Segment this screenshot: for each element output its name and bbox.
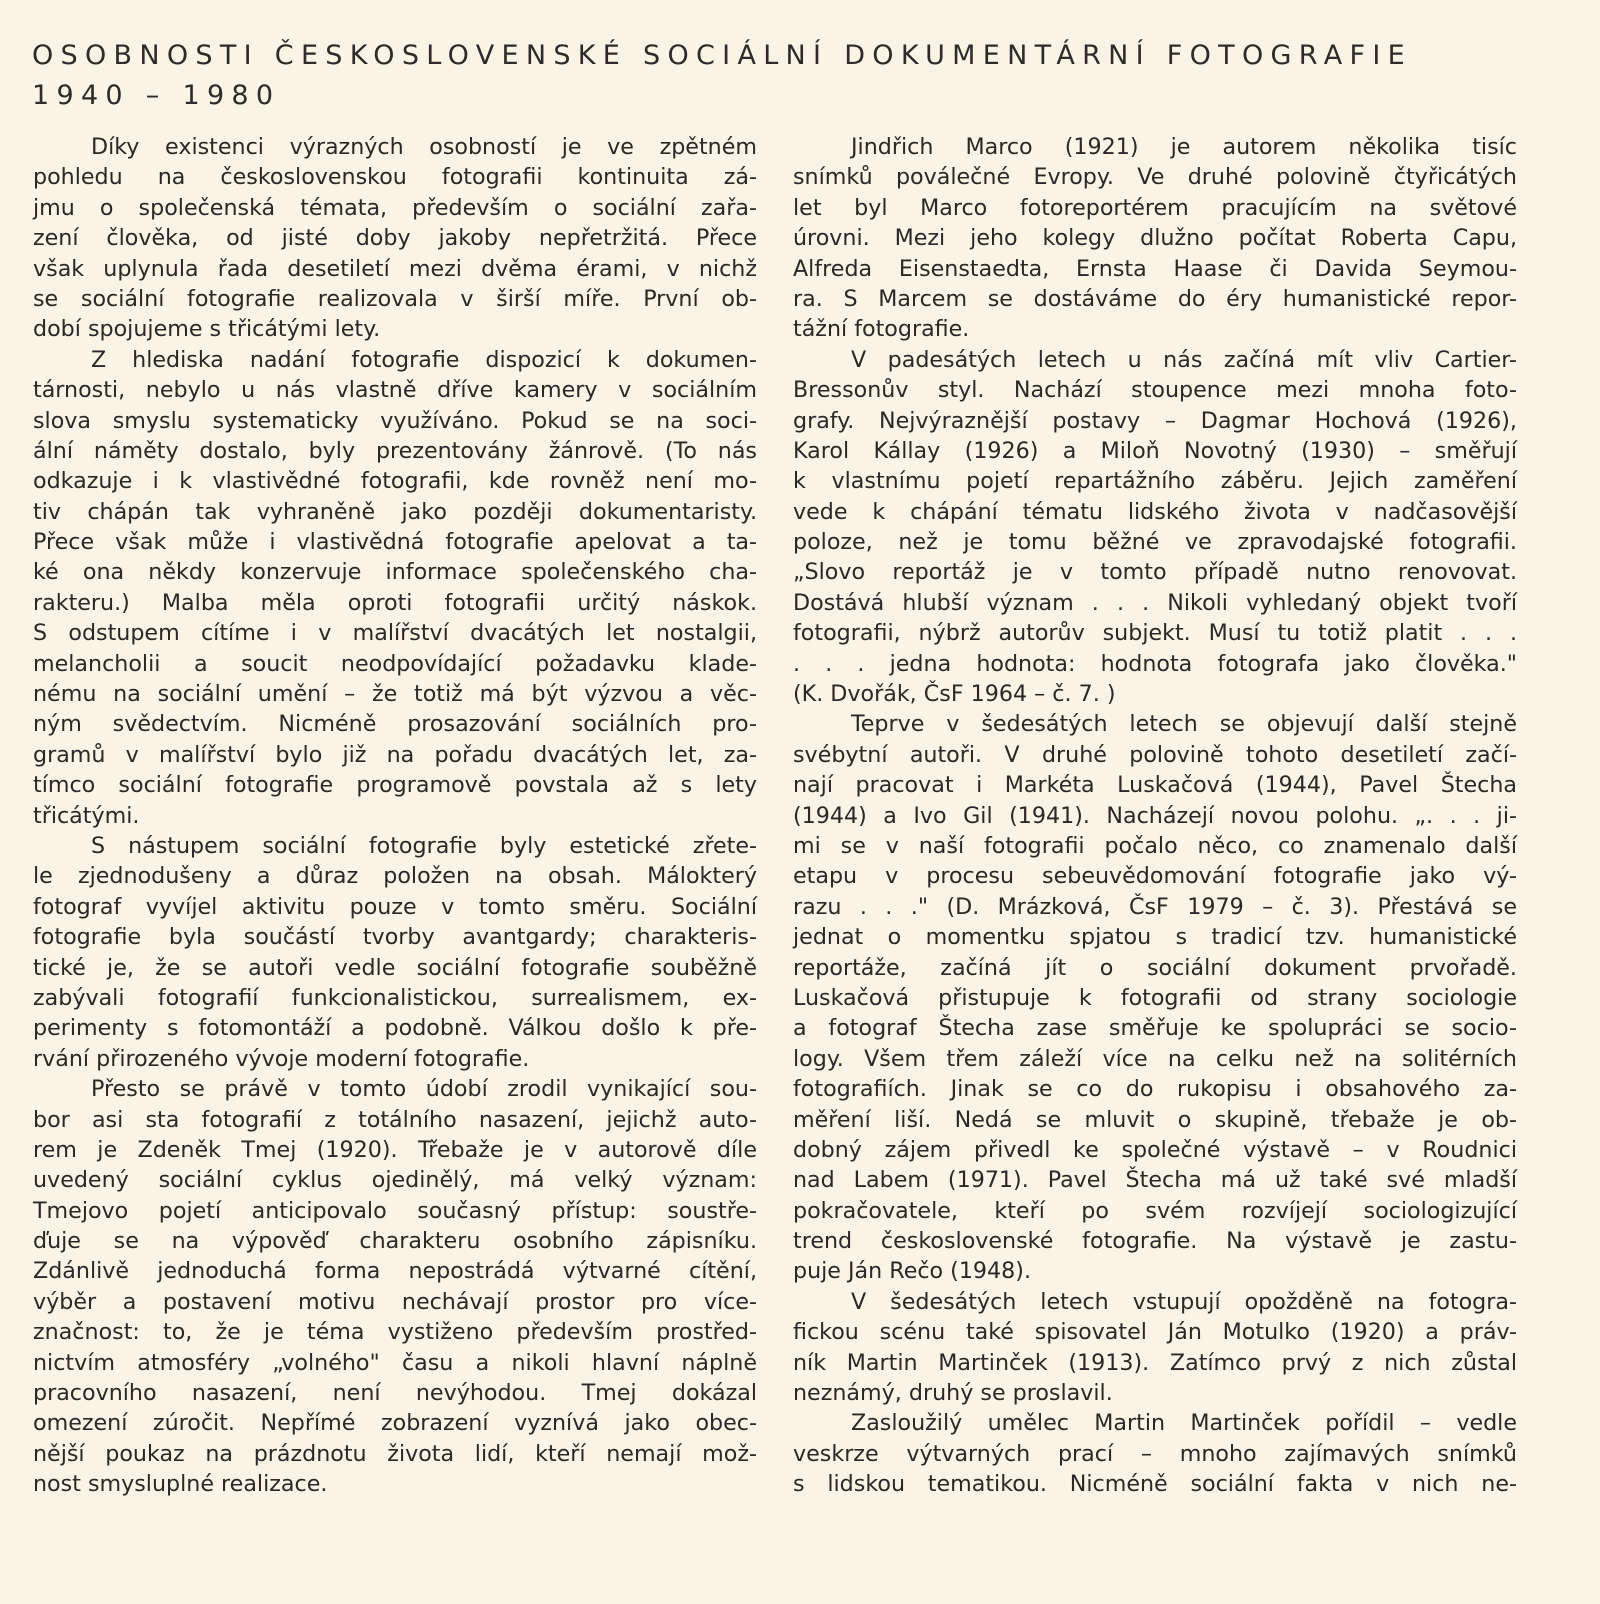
text-line: fotografie byla součástí tvorby avantgardy; charakteris- — [33, 924, 757, 951]
text-line: veskrze výtvarných prací – mnoho zajímavých snímků — [793, 1440, 1517, 1467]
text-line: tiv chápán tak vyhraněně jako později dokumentaristy. — [33, 498, 757, 525]
text-line: třicátými. — [33, 802, 140, 829]
text-line: značnost: to, že je téma vystiženo především prostřed- — [33, 1319, 757, 1346]
title-years: 1940 – 1980 — [32, 80, 281, 111]
text-line: grafy. Nejvýraznější postavy – Dagmar Hochová (1926), — [793, 407, 1517, 434]
text-line: V šedesátých letech vstupují opožděně na fotogra- — [851, 1288, 1517, 1315]
paragraph — [793, 1408, 1517, 1499]
text-line: bor asi sta fotografií z totálního nasazení, jejichž auto- — [33, 1106, 757, 1133]
left-column — [33, 132, 757, 1500]
text-line: vede k chápání tématu lidského života v nadčasovější — [793, 498, 1517, 525]
text-line: tážní fotografie. — [793, 316, 970, 343]
text-line: a fotograf Štecha zase směřuje ke spolupráci se socio- — [793, 1015, 1517, 1042]
text-line: le zjednodušeny a důraz položen na obsah. Málokterý — [33, 863, 757, 890]
text-line: Přece však může i vlastivědná fotografie apelovat a ta- — [33, 529, 757, 556]
text-line: rakteru.) Malba měla oproti fotografii určitý náskok. — [33, 589, 757, 616]
text-line: jednat o momentku spjatou s tradicí tzv. humanistické — [793, 924, 1517, 951]
text-line: dobí spojujeme s třicátými lety. — [33, 316, 381, 343]
text-line: Alfreda Eisenstaedta, Ernsta Haase či Davida Seymou- — [793, 255, 1517, 282]
text-line: ké ona někdy konzervuje informace společenského cha- — [33, 559, 757, 586]
text-line: Teprve v šedesátých letech se objevují další stejně — [851, 711, 1517, 738]
text-line: rvání přirozeného vývoje moderní fotografie. — [33, 1045, 530, 1072]
text-line: jmu o společenská témata, především o sociální zařa- — [33, 194, 757, 221]
text-line: reportáže, začíná jít o sociální dokument prvořadě. — [793, 954, 1517, 981]
text-line: Dostává hlubší význam . . . Nikoli vyhledaný objekt tvoří — [793, 589, 1517, 616]
paragraph — [793, 709, 1517, 1286]
text-line: . . . jedna hodnota: hodnota fotografa jako člověka." — [793, 650, 1517, 677]
title-line: OSOBNOSTI ČESKOSLOVENSKÉ SOCIÁLNÍ DOKUMENTÁRNÍ FOTOGRAFIE — [32, 40, 1412, 71]
text-line: odkazuje i k vlastivědné fotografii, kde rovněž není mo- — [33, 468, 757, 495]
text-line: Karol Kállay (1926) a Miloň Novotný (1930) – směřují — [793, 437, 1517, 464]
text-line: ální náměty dostalo, byly prezentovány žánrově. (To nás — [33, 437, 757, 464]
paragraph — [793, 345, 1517, 710]
text-line: logy. Všem třem záleží více na celku než na solitérních — [793, 1045, 1517, 1072]
text-line: V padesátých letech u nás začíná mít vliv Cartier- — [851, 346, 1517, 373]
text-line: Díky existenci výrazných osobností je ve zpětném — [91, 134, 757, 160]
text-line: ným svědectvím. Nicméně prosazování sociálních pro- — [33, 711, 757, 738]
text-line: však uplynula řada desetiletí mezi dvěma érami, v nichž — [33, 255, 757, 282]
paragraph — [793, 132, 1517, 345]
text-line: trend československé fotografie. Na výstavě je zastu- — [793, 1228, 1517, 1255]
text-line: gramů v malířství bylo již na pořadu dvacátých let, za- — [33, 741, 757, 768]
text-line: úrovni. Mezi jeho kolegy dlužno počítat Roberta Capu, — [793, 225, 1517, 252]
text-line: Přesto se právě v tomto údobí zrodil vynikající sou- — [91, 1076, 757, 1103]
text-line: Z hlediska nadání fotografie dispozicí k dokumen- — [91, 346, 757, 373]
text-line: poloze, než je tomu běžné ve zpravodajské fotografii. — [793, 529, 1517, 556]
text-line: dobný zájem přivedl ke společné výstavě – v Roudnici — [793, 1136, 1517, 1163]
paragraph — [33, 345, 757, 831]
text-line: Zasloužilý umělec Martin Martinček pořídil – vedle — [851, 1410, 1517, 1437]
text-line: slova smyslu systematicky využíváno. Pokud se na soci- — [33, 407, 757, 434]
text-line: „Slovo reportáž je v tomto případě nutno renovovat. — [793, 559, 1517, 586]
text-line: puje Ján Rečo (1948). — [793, 1258, 1031, 1285]
text-line: fotograf vyvíjel aktivitu pouze v tomto směru. Sociální — [33, 893, 757, 920]
text-line: výběr a postavení motivu nechávají prostor pro více- — [33, 1288, 757, 1315]
text-line: tické je, že se autoři vedle sociální fotografie souběžně — [33, 954, 757, 981]
text-line: se sociální fotografie realizovala v širší míře. První ob- — [33, 285, 757, 312]
text-line: pohledu na československou fotografii kontinuita zá- — [33, 164, 757, 191]
page-title — [32, 36, 1412, 116]
text-line: etapu v procesu sebeuvědomování fotografie jako vý- — [793, 863, 1517, 890]
text-line: tímco sociální fotografie programově povstala až s lety — [33, 772, 757, 799]
text-line: (K. Dvořák, ČsF 1964 – č. 7. ) — [793, 681, 1116, 708]
text-line: mi se v naší fotografii počalo něco, co znamenalo další — [793, 832, 1517, 859]
text-line: let byl Marco fotoreportérem pracujícím na světové — [793, 194, 1517, 221]
text-line: Bressonův styl. Nachází stoupence mezi mnoha foto- — [793, 377, 1517, 404]
text-line: nictvím atmosféry „volného" času a nikoli hlavní náplně — [33, 1349, 757, 1376]
text-line: Luskačová přistupuje k fotografii od strany sociologie — [793, 984, 1517, 1011]
text-line: fotografiích. Jinak se co do rukopisu i obsahového za- — [793, 1076, 1517, 1103]
text-line: uvedený sociální cyklus ojedinělý, má velký význam: — [33, 1167, 757, 1194]
text-line: S odstupem cítíme i v malířství dvacátých let nostalgii, — [33, 620, 757, 647]
text-line: Jindřich Marco (1921) je autorem několika tisíc — [851, 134, 1517, 160]
text-line: perimenty s fotomontáží a podobně. Válkou došlo k pře- — [33, 1015, 757, 1042]
text-line: nost smysluplné realizace. — [33, 1471, 328, 1498]
text-line: ník Martin Martinček (1913). Zatímco prvý z nich zůstal — [793, 1349, 1517, 1376]
text-line: S nástupem sociální fotografie byly estetické zřete- — [91, 832, 757, 859]
text-line: nější poukaz na prázdnotu života lidí, kteří nemají mož- — [33, 1440, 757, 1467]
paragraph — [33, 132, 757, 345]
text-line: nému na sociální umění – že totiž má být výzvou a věc- — [33, 681, 757, 708]
paragraph — [33, 1074, 757, 1499]
text-line: snímků poválečné Evropy. Ve druhé polovině čtyřicátých — [793, 164, 1517, 191]
text-line: fickou scénu také spisovatel Ján Motulko (1920) a práv- — [793, 1319, 1517, 1346]
text-line: pokračovatele, kteří po svém rozvíjejí sociologizující — [793, 1197, 1517, 1224]
text-line: Tmejovo pojetí anticipovalo současný přístup: soustře- — [33, 1197, 757, 1224]
text-line: melancholii a soucit neodpovídající požadavku klade- — [33, 650, 757, 677]
paragraph — [793, 1287, 1517, 1409]
text-line: Zdánlivě jednoduchá forma nepostrádá výtvarné cítění, — [33, 1258, 757, 1285]
text-line: k vlastnímu pojetí repartážního záběru. Jejich zaměření — [793, 468, 1517, 495]
text-line: měření liší. Nedá se mluvit o skupině, třebaže je ob- — [793, 1106, 1517, 1133]
text-line: pracovního nasazení, není nevýhodou. Tmej dokázal — [33, 1380, 757, 1407]
text-line: zení člověka, od jisté doby jakoby nepřetržitá. Přece — [33, 225, 757, 252]
text-line: ďuje se na výpověď charakteru osobního zápisníku. — [33, 1228, 757, 1255]
text-line: s lidskou tematikou. Nicméně sociální fakta v nich ne- — [793, 1471, 1517, 1498]
text-line: zabývali fotografií funkcionalistickou, surrealismem, ex- — [33, 984, 757, 1011]
text-line: (1944) a Ivo Gil (1941). Nacházejí novou polohu. „. . . ji- — [793, 802, 1517, 829]
text-line: svébytní autoři. V druhé polovině tohoto desetiletí začí- — [793, 741, 1517, 768]
paragraph — [33, 831, 757, 1074]
text-line: ra. S Marcem se dostáváme do éry humanistické repor- — [793, 285, 1517, 312]
text-line: nad Labem (1971). Pavel Štecha má už také své mladší — [793, 1167, 1517, 1194]
text-line: omezení zúročit. Nepřímé zobrazení vyznívá jako obec- — [33, 1410, 757, 1437]
text-line: fotografii, nýbrž autorův subjekt. Musí tu totiž platit . . . — [793, 620, 1517, 647]
text-line: tárnosti, nebylo u nás vlastně dříve kamery v sociálním — [33, 377, 757, 404]
text-line: rem je Zdeněk Tmej (1920). Třebaže je v autorově díle — [33, 1136, 757, 1163]
text-line: razu . . ." (D. Mrázková, ČsF 1979 – č. 3). Přestává se — [793, 893, 1517, 920]
text-line: neznámý, druhý se proslavil. — [793, 1380, 1113, 1407]
text-line: nají pracovat i Markéta Luskačová (1944), Pavel Štecha — [793, 772, 1517, 799]
right-column — [793, 132, 1517, 1500]
